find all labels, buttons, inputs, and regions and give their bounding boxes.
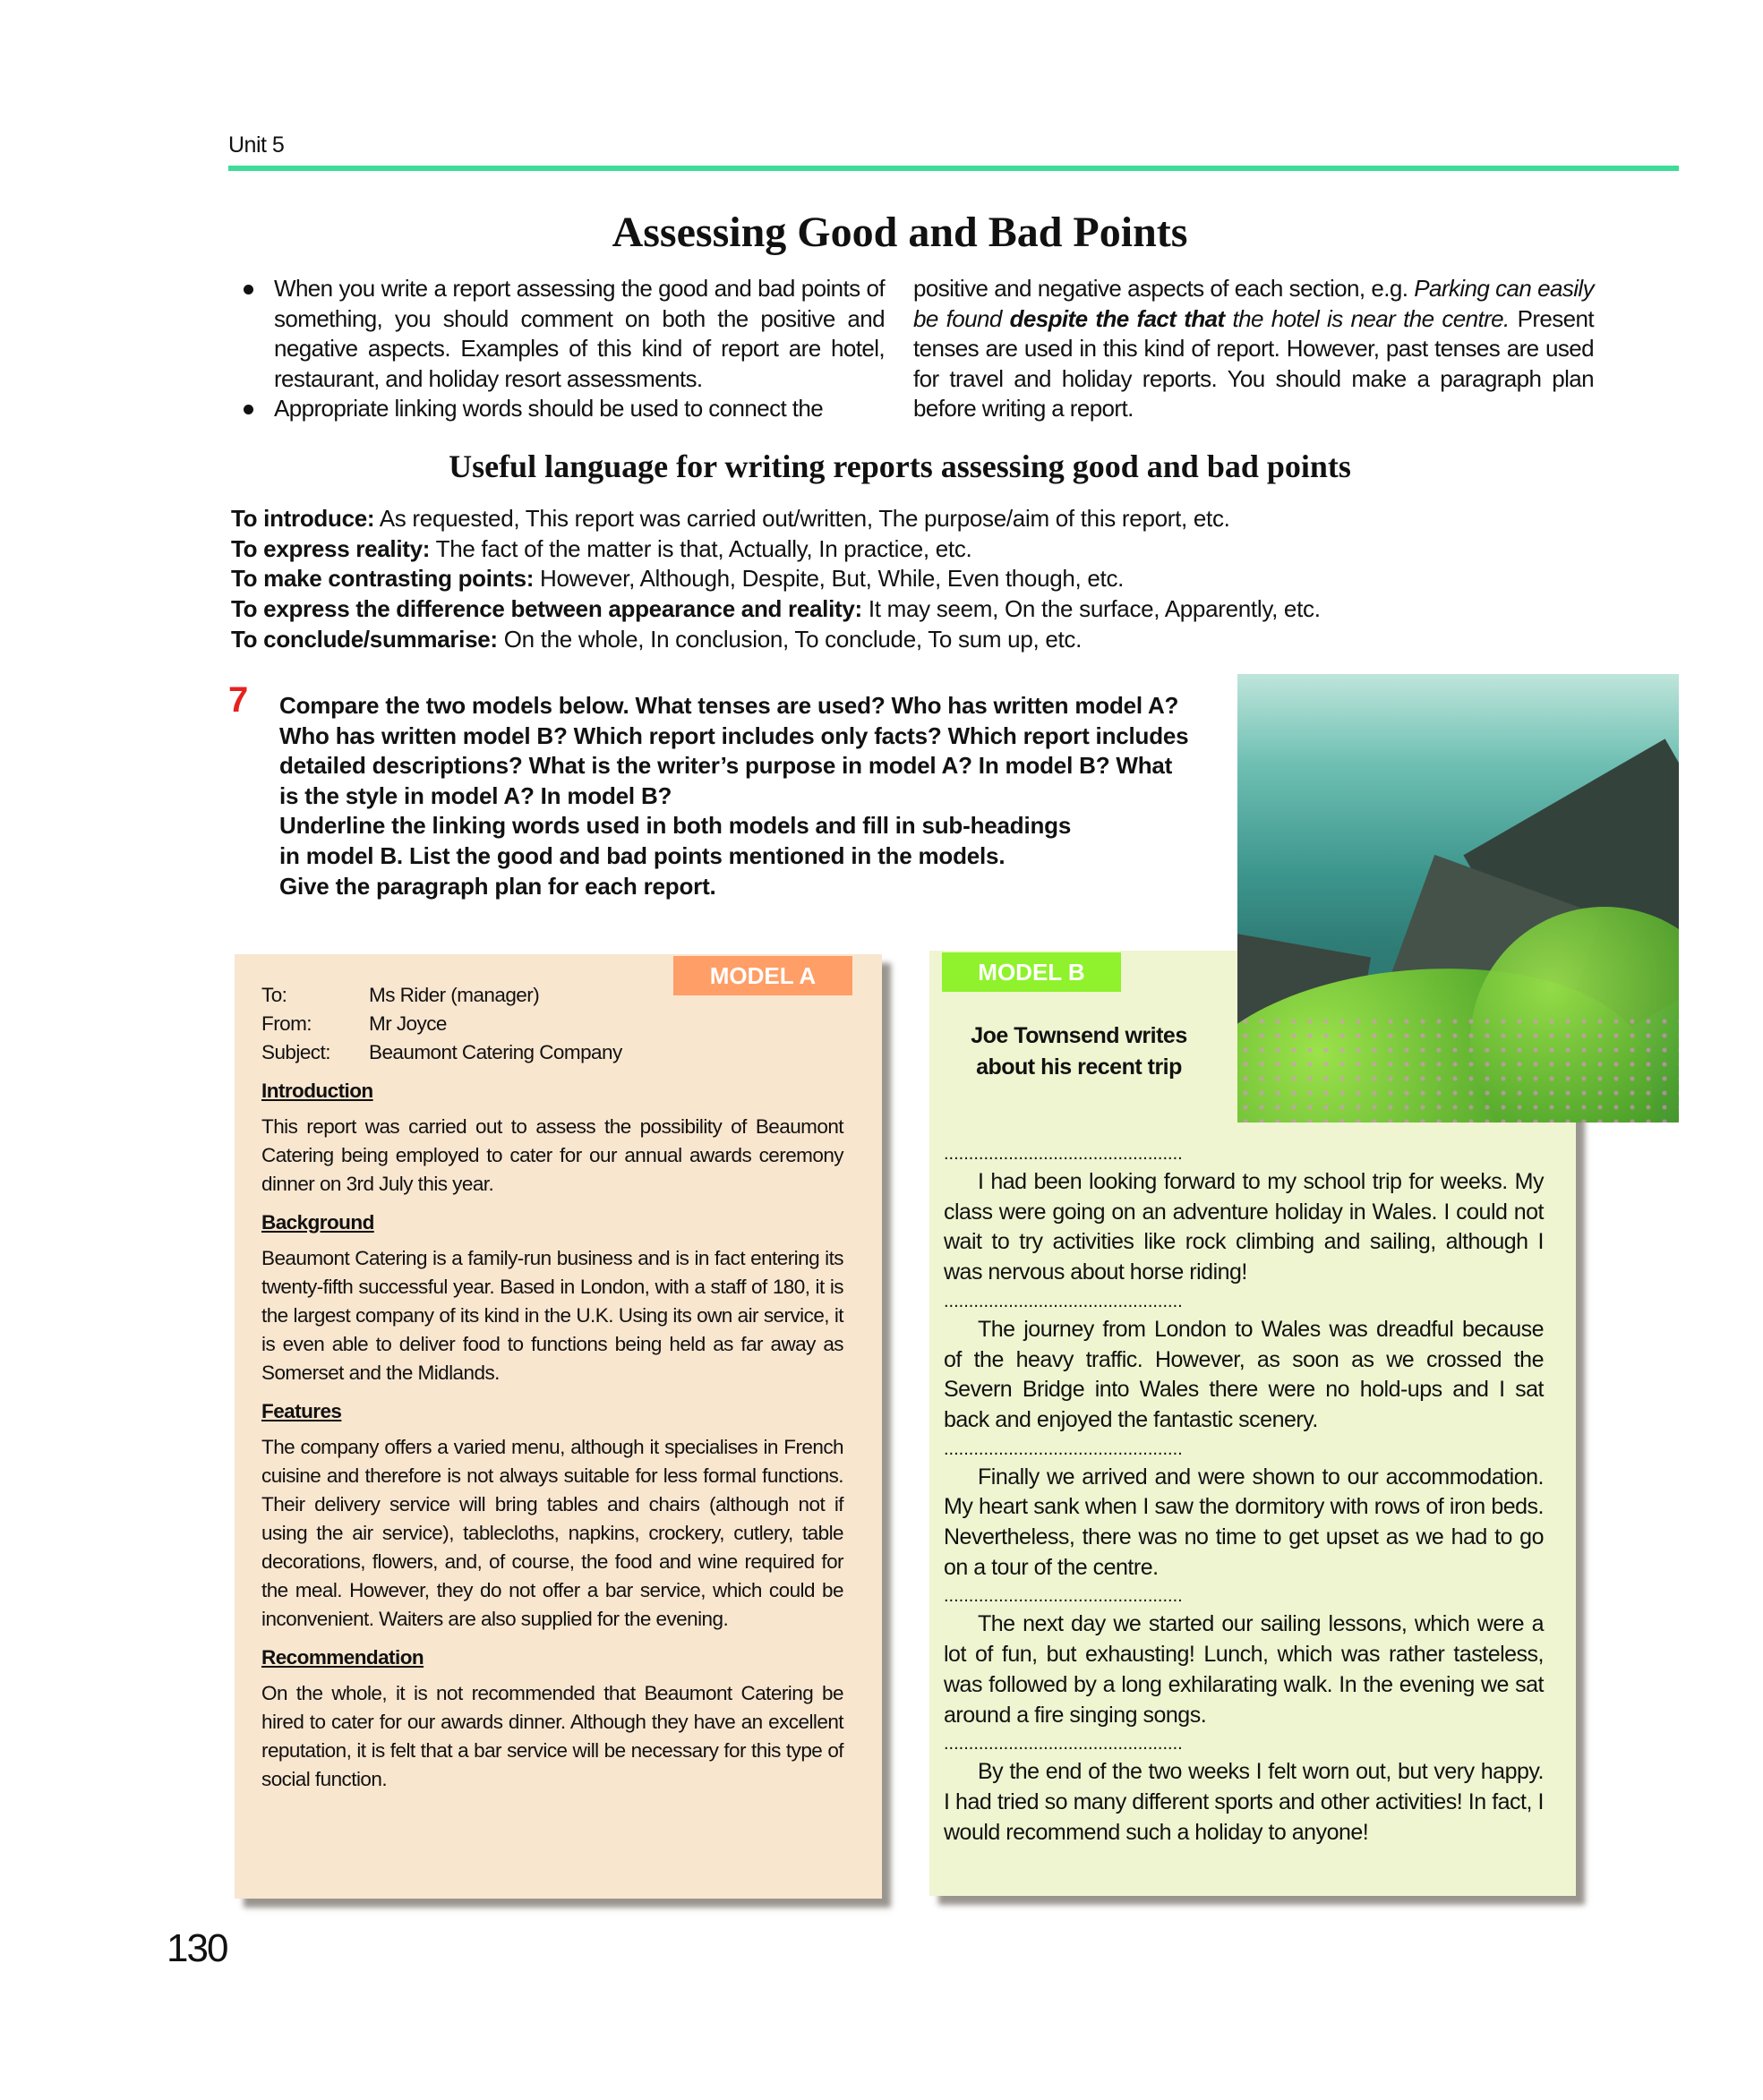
text: Present tenses are used in this kind of report. However, past tenses are used for travel and holiday reports. You should make a paragraph plan before writing a report.: [913, 304, 1595, 422]
label: Subject:: [261, 1041, 330, 1063]
instruction-line: detailed descriptions? What is the writer’s purpose in model A? In model B? What: [279, 752, 1173, 780]
lang-label: To express the difference between appearance and reality:: [231, 595, 862, 623]
page-title: Assessing Good and Bad Points: [612, 209, 1188, 256]
lang-label: To make contrasting points:: [231, 565, 535, 593]
lang-text: As requested, This report was carried out/written, The purpose/aim of this report, etc.: [374, 505, 1230, 532]
instruction-line: Underline the linking words used in both models and fill in sub-headings: [279, 812, 1072, 840]
lang-item: [231, 594, 1321, 625]
section-text: This report was carried out to assess the possibility of Beaumont Catering being employed to cater for our annual awards ceremony dinner on 3rd July this year.: [261, 1115, 843, 1195]
useful-language-list: [231, 504, 1321, 655]
header-rule: [228, 166, 1679, 171]
lang-item: [231, 504, 1321, 534]
value: Beaumont Catering Company: [369, 1041, 622, 1063]
paragraph: Finally we arrived and were shown to our accommodation. My heart sank when I saw the dormitory with rows of iron beds. Nevertheless, there was no time to get upset as we had to go on a tour of the centre.: [944, 1464, 1544, 1580]
unit-label: Unit 5: [228, 132, 285, 158]
subheading-blank[interactable]: ................................................: [944, 1734, 1183, 1754]
paragraph: I had been looking forward to my school trip for weeks. My class were going on an adventure holiday in Wales. I could not wait to try activities like rock climbing and sailing, although I was nervous about horse riding!: [944, 1169, 1544, 1285]
lang-item: [231, 534, 1321, 565]
model-a-card: [235, 954, 882, 1899]
instruction-line: is the style in model A? In model B?: [279, 781, 672, 809]
model-b-byline: Joe Townsend writes about his recent trip: [971, 1023, 1187, 1080]
coastline-photo: [1237, 674, 1679, 1123]
lang-label: To conclude/summarise:: [231, 625, 498, 653]
bullet-1: When you write a report assessing the good and bad points of something, you should comment on both the positive and negative aspects. Examples of this kind of report are hotel, restaurant, and holiday resort assessments.: [242, 274, 885, 394]
section-heading: Features: [261, 1400, 342, 1422]
instruction-line: in model B. List the good and bad points mentioned in the models.: [279, 841, 1006, 869]
exercise-instructions: [279, 691, 1246, 901]
bullet-2-continued: [913, 274, 1594, 424]
paragraph: By the end of the two weeks I felt worn out, but very happy. I had tried so many different sports and other activities! In fact, I would recommend such a holiday to anyone!: [944, 1759, 1544, 1845]
instruction-line: Give the paragraph plan for each report.: [279, 872, 716, 900]
model-a-tag: MODEL A: [673, 956, 852, 995]
example-italic: the hotel is near the centre.: [1224, 304, 1510, 332]
lang-label: To express reality:: [231, 534, 431, 562]
text: positive and negative aspects of each section, e.g.: [913, 275, 1415, 302]
subheading-blank[interactable]: ................................................: [944, 1144, 1183, 1164]
memo-to: [261, 981, 843, 1010]
lang-text: However, Although, Despite, But, While, Even though, etc.: [534, 565, 1125, 593]
section-heading: Recommendation: [261, 1646, 424, 1669]
subheading-blank[interactable]: ................................................: [944, 1438, 1183, 1459]
example-linking-bold: despite the fact that: [1009, 304, 1225, 332]
section-text: The company offers a varied menu, although it specialises in French cuisine and therefore is not always suitable for less formal functions. Their delivery service will bring tables and chairs (although not if using the air service), tablecloths, napkins, crockery, cutlery, table decorations, flowers, and, of course, the food and wine required for the meal. However, they do not offer a bar service, which could be inconvenient. Waiters are also supplied for the evening.: [261, 1436, 843, 1630]
lang-text: On the whole, In conclusion, To conclude, To sum up, etc.: [497, 625, 1083, 653]
value: Mr Joyce: [369, 1012, 447, 1035]
lang-text: It may seem, On the surface, Apparently, etc.: [861, 595, 1321, 623]
value: Ms Rider (manager): [369, 984, 540, 1006]
instruction-line: Compare the two models below. What tenses are used? Who has written model A?: [279, 692, 1179, 719]
model-b-tag: MODEL B: [942, 952, 1121, 992]
section-text: On the whole, it is not recommended that Beaumont Catering be hired to cater for our awards dinner. Although they have an excellent reputation, it is felt that a bar service will be necessary for this type of social function.: [261, 1682, 843, 1790]
subheading-blank[interactable]: ................................................: [944, 1291, 1183, 1311]
instruction-line: Who has written model B? Which report includes only facts? Which report includes: [279, 721, 1189, 749]
section-heading: Background: [261, 1211, 374, 1234]
lang-item: [231, 625, 1321, 655]
lang-text: The fact of the matter is that, Actually, In practice, etc.: [430, 534, 972, 562]
section-heading: Introduction: [261, 1080, 373, 1102]
lang-label: To introduce:: [231, 505, 375, 532]
label: To:: [261, 984, 287, 1006]
memo-subject: [261, 1038, 843, 1067]
paragraph: The journey from London to Wales was dreadful because of the heavy traffic. However, as soon as we crossed the Severn Bridge into Wales there were no hold-ups and I sat back and enjoyed the fantastic scenery.: [944, 1316, 1544, 1432]
useful-language-heading: Useful language for writing reports assessing good and bad points: [449, 448, 1351, 484]
label: From:: [261, 1012, 312, 1035]
subheading-blank[interactable]: ................................................: [944, 1586, 1183, 1607]
exercise-number: 7: [228, 680, 249, 720]
paragraph: The next day we started our sailing lessons, which were a lot of fun, but exhausting! Lunch, which was rather tasteless, was followed by a long exhilarating walk. In the evening we sat around a fire singing songs.: [944, 1611, 1544, 1728]
section-text: Beaumont Catering is a family-run business and is in fact entering its twenty-fifth successful year. Based in London, with a staff of 180, it is the largest company of its kind in the U.K. Using its own air service, it is even able to deliver food to functions being held as far away as Somerset and the Midlands.: [261, 1247, 843, 1384]
bullet-2: Appropriate linking words should be used to connect the: [242, 394, 885, 424]
memo-from: [261, 1010, 843, 1038]
example-italic: Parking can easily be found: [913, 275, 1594, 332]
lang-item: [231, 564, 1321, 594]
page-number: 130: [167, 1926, 227, 1970]
